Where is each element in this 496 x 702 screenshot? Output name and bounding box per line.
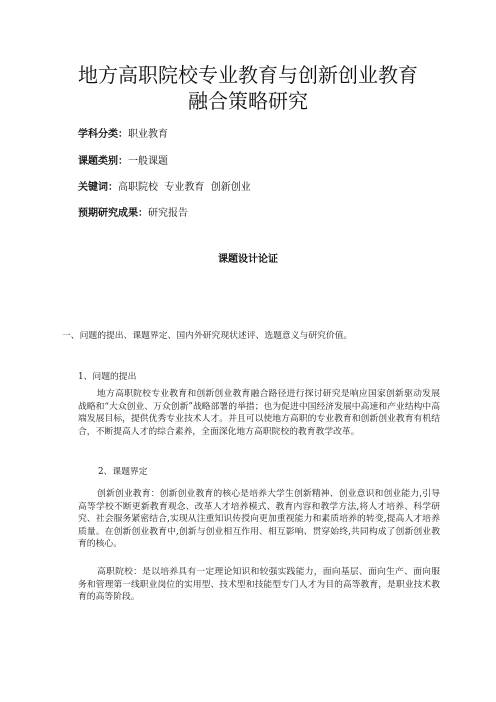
outcome-label: 预期研究成果： bbox=[78, 208, 148, 219]
category-label: 课题类别： bbox=[78, 156, 128, 167]
title-line-2: 融合策略研究 bbox=[188, 89, 308, 113]
part-one-heading: 一、问题的提出、课题界定、国内外研究现状述评、选题意义与研究价值。 bbox=[62, 331, 353, 341]
sub2-body-2: 高职院校：是以培养具有一定理论知识和较强实践能力，面向基层、面向生产、面向服务和管理第一线职业岗位的实用型、技术型和技能型专门人才为目的高等教育，是职业技术教育的高等阶段。 bbox=[78, 567, 440, 603]
category-value: 一般课题 bbox=[128, 156, 168, 167]
outcome-row bbox=[78, 207, 188, 221]
sub1-heading: 1、问题的提出 bbox=[78, 372, 137, 382]
keywords-label: 关键词： bbox=[78, 182, 118, 193]
section-heading: 课题设计论证 bbox=[218, 254, 278, 265]
outcome-value: 研究报告 bbox=[148, 208, 188, 219]
subject-row bbox=[78, 128, 168, 142]
keywords-value: 高职院校 专业教育 创新创业 bbox=[118, 182, 251, 193]
sub1-body: 地方高职院校专业教育和创新创业教育融合路径进行探讨研究是响应国家创新驱动发展战略和“大众创业、万众创新”战略部署的举措；也为促进中国经济发展中高速和产业结构中高端发展目标，提供优秀专业技术人才。并且可以使地方高职的专业教育和创新创业教育有机结合，不断提高人才的综合素养，全面深化地方高职院校的教育教学改革。 bbox=[78, 389, 440, 437]
title-line-1: 地方高职院校专业教育与创新创业教育 bbox=[78, 63, 418, 87]
document-title bbox=[40, 62, 456, 114]
subject-value: 职业教育 bbox=[128, 129, 168, 140]
category-row bbox=[78, 155, 168, 169]
sub2-body-1: 创新创业教育：创新创业教育的核心是培养大学生创新精神、创业意识和创业能力,引导高等学校不断更新教育观念、改革人才培养模式、教育内容和教学方法,将人才培养、科学研究、社会服务紧密结合,实现从注重知识传授向更加重视能力和素质培养的转变,提高人才培养质量。在创新创业教育中,创新与创业相互作用、相互影响、贯穿始终,共同构成了创新创业教育的核心。 bbox=[78, 489, 440, 550]
keywords-row bbox=[78, 181, 251, 195]
subject-label: 学科分类： bbox=[78, 129, 128, 140]
sub2-heading: 2、课题界定 bbox=[98, 467, 148, 477]
